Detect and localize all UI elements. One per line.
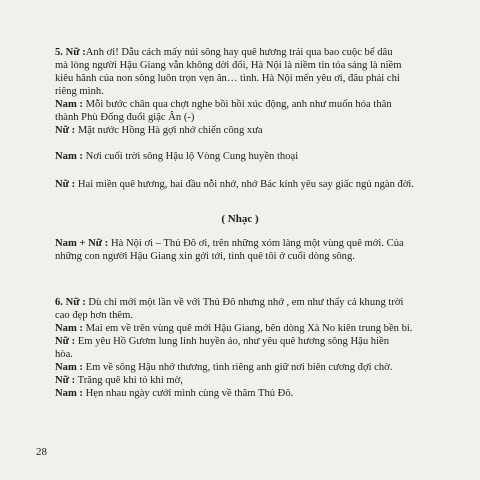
text-line (55, 322, 455, 335)
speaker-label: Nữ : (55, 336, 76, 347)
text-line (55, 150, 455, 163)
line-text: Dù chỉ mới một lần về với Thủ Đô nhưng nhớ , em như thấy cả khung trời (85, 297, 404, 308)
text-line (55, 46, 455, 59)
speaker-label: Nam : (55, 388, 83, 399)
line-text: Hà Nội ơi – Thủ Đô ơi, trên những xóm làng một vùng quê mới. Của (108, 238, 404, 249)
line-text: mà lòng người Hậu Giang vẫn không dời đổi, Hà Nội là niềm tin tỏa sáng là niềm (55, 60, 402, 71)
text-line (55, 59, 455, 72)
speaker-label: Nam : (55, 323, 83, 334)
text-line (55, 72, 455, 85)
text-line (55, 124, 455, 137)
text-line (55, 309, 455, 322)
line-text: Mặt nước Hồng Hà gợi nhớ chiến công xưa (75, 125, 263, 136)
speaker-label: Nữ : (55, 375, 76, 386)
text-line (55, 250, 455, 263)
line-text: Trăng quê khi tỏ khi mờ, (75, 375, 183, 386)
line-text: những con người Hậu Giang xin gởi tới, tình quê tôi ở cuối dòng sông. (55, 251, 355, 262)
text-line (55, 348, 455, 361)
text-line (55, 111, 455, 124)
verse-5 (55, 46, 455, 137)
text-line (55, 387, 455, 400)
speaker-label: Nam + Nữ : (55, 238, 109, 249)
line-text: Em yêu Hồ Gươm lung linh huyền ảo, như yêu quê hương sông Hậu hiền (75, 336, 390, 347)
dialogue-nam-1 (55, 150, 455, 163)
line-text: Anh ơi! Dẫu cách mấy núi sông hay quê hương trải qua bao cuộc bể dâu (85, 47, 393, 58)
speaker-label: 5. Nữ : (55, 47, 86, 58)
line-text: Mai em về trên vùng quê mới Hậu Giang, bên dòng Xà No kiên trung bền bỉ. (82, 323, 413, 334)
speaker-label: Nữ : (55, 125, 76, 136)
page-number: 28 (36, 446, 47, 458)
speaker-label: Nam : (55, 362, 83, 373)
text-line (55, 361, 455, 374)
speaker-label: Nữ : (55, 179, 76, 190)
line-text: Hai miền quê hương, hai đầu nỗi nhớ, nhớ Bác kính yêu say giấc ngủ ngàn đời. (75, 179, 415, 190)
speaker-label: 6. Nữ : (55, 297, 86, 308)
line-text: Mỗi bước chân qua chợt nghe bồi hồi xúc động, anh như muốn hóa thân (82, 99, 392, 110)
music-interlude: ( Nhạc ) (221, 213, 259, 225)
speaker-label: Nam : (55, 99, 83, 110)
speaker-label: Nam : (55, 151, 83, 162)
dialogue-nu-1 (55, 178, 455, 191)
verse-6 (55, 296, 455, 400)
line-text: Em về sông Hậu nhớ thương, tình riêng anh giữ nơi biên cương đợi chờ. (82, 362, 393, 373)
text-line (55, 85, 455, 98)
line-text: Nơi cuối trời sông Hậu lộ Vòng Cung huyền thoại (82, 151, 299, 162)
line-text: cao đẹp hơn thêm. (55, 310, 133, 321)
text-line (55, 296, 455, 309)
text-line (55, 98, 455, 111)
line-text: kiêu hãnh của non sông luôn trọn vẹn ân… tình. Hà Nội mến yêu ơi, đâu phải chỉ (55, 73, 400, 84)
text-line (55, 335, 455, 348)
line-text: riêng mình. (55, 86, 104, 97)
text-line (55, 178, 455, 191)
duet-lines (55, 237, 455, 263)
text-line (55, 374, 455, 387)
line-text: thành Phù Đổng đuổi giặc Ân (-) (55, 112, 195, 123)
line-text: hòa. (55, 349, 73, 360)
line-text: Hẹn nhau ngày cưới mình cùng về thăm Thủ Đô. (82, 388, 294, 399)
text-line (55, 237, 455, 250)
